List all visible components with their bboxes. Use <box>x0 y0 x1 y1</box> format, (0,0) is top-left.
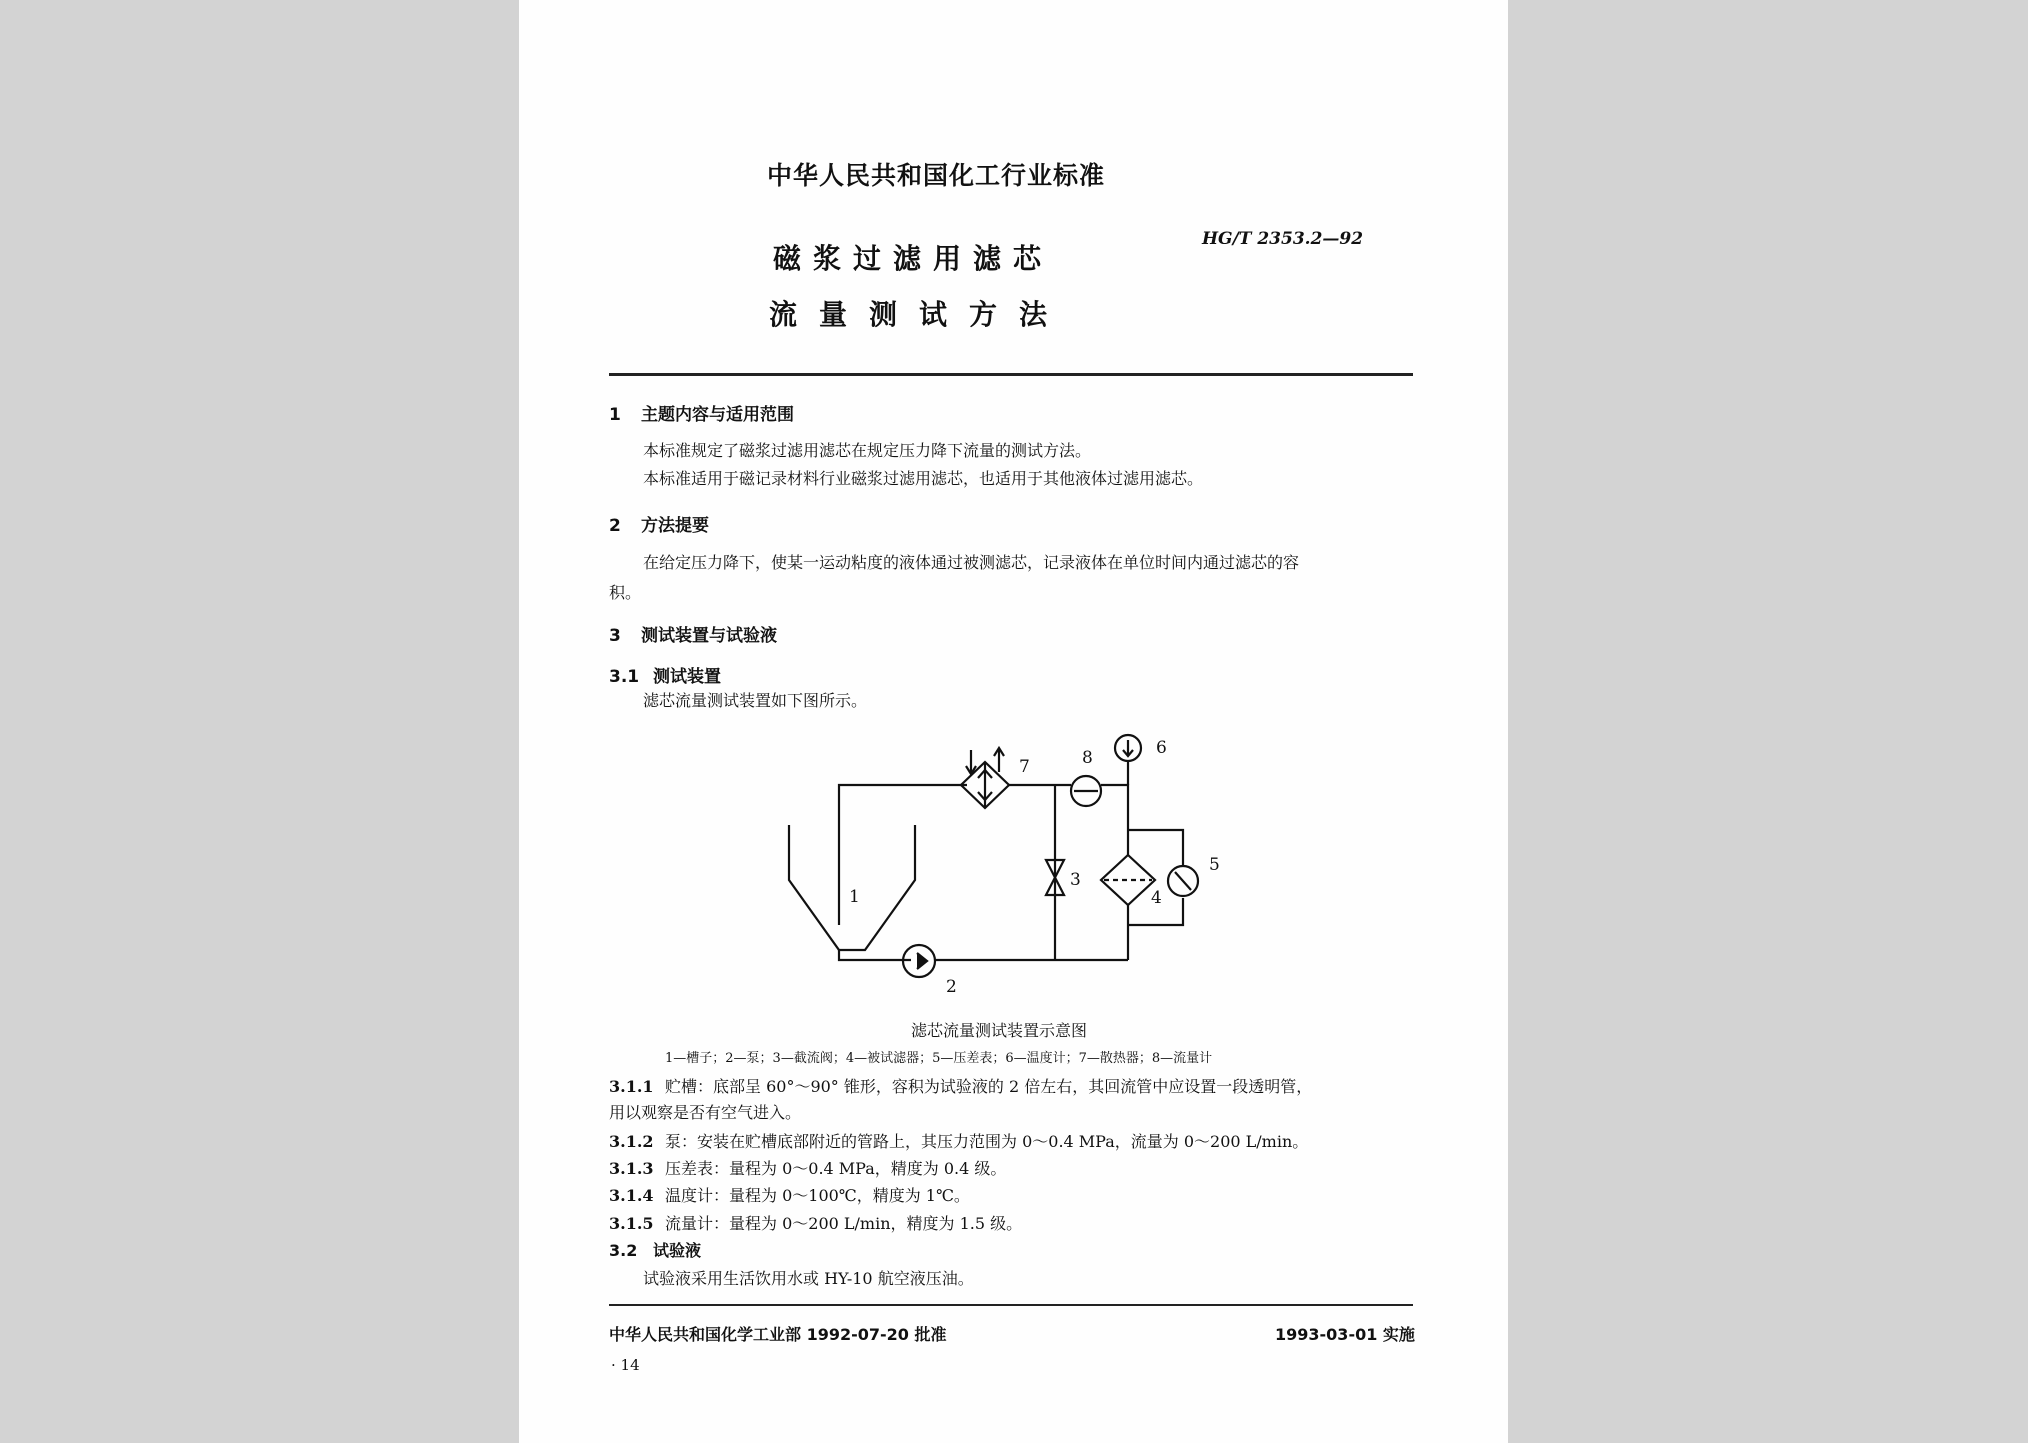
section-number: 2 <box>609 516 621 536</box>
figure-caption: 滤芯流量测试装置示意图 <box>911 1021 1088 1040</box>
section-3-2-heading <box>609 1238 701 1261</box>
diagram-label: 2 <box>946 977 957 997</box>
diagram-label: 3 <box>1070 870 1081 890</box>
item-3-1-4 <box>609 1183 970 1206</box>
section-number: 3 <box>609 626 621 646</box>
header-rule <box>609 373 1413 376</box>
item-text: 温度计：量程为 0～100℃，精度为 1℃。 <box>665 1186 970 1205</box>
filter-under-test-symbol <box>1101 855 1155 905</box>
item-number: 3.1.5 <box>609 1214 654 1233</box>
item-text: 压差表：量程为 0～0.4 MPa，精度为 0.4 级。 <box>665 1159 1007 1178</box>
paragraph: 本标准适用于磁记录材料行业磁浆过滤用滤芯，也适用于其他液体过滤用滤芯。 <box>643 469 1204 488</box>
test-apparatus-diagram <box>519 720 1508 1020</box>
diagram-label: 1 <box>849 887 860 907</box>
diagram-label: 8 <box>1082 748 1093 768</box>
section-3-heading <box>609 621 777 646</box>
document-title-line2: 流量测试方法 <box>769 298 1070 331</box>
standard-code: HG/T 2353.2—92 <box>1202 229 1364 249</box>
paragraph: 滤芯流量测试装置如下图所示。 <box>643 691 868 710</box>
paragraph: 积。 <box>609 583 642 602</box>
item-3-1-1 <box>609 1074 1312 1097</box>
paragraph: 在给定压力降下，使某一运动粘度的液体通过被测滤芯，记录液体在单位时间内通过滤芯的容 <box>643 553 1300 572</box>
section-2-heading <box>609 511 709 536</box>
item-number: 3.1.4 <box>609 1186 654 1205</box>
item-3-1-5 <box>609 1211 1022 1234</box>
section-1-heading <box>609 400 794 425</box>
section-title: 测试装置与试验液 <box>641 626 777 646</box>
section-title: 测试装置 <box>653 667 721 687</box>
diagram-label: 4 <box>1151 888 1162 908</box>
item-3-1-3 <box>609 1156 1006 1179</box>
section-title: 主题内容与适用范围 <box>641 405 794 425</box>
section-title: 试验液 <box>653 1241 702 1260</box>
item-number: 3.1.1 <box>609 1077 654 1096</box>
approval-note: 中华人民共和国化学工业部 1992-07-20 批准 <box>609 1325 947 1344</box>
item-text: 流量计：量程为 0～200 L/min，精度为 1.5 级。 <box>665 1214 1023 1233</box>
effective-date: 1993-03-01 实施 <box>1275 1325 1415 1344</box>
document-page <box>519 0 1508 1443</box>
item-number: 3.1.3 <box>609 1159 654 1178</box>
item-text: 贮槽：底部呈 60°～90° 锥形，容积为试验液的 2 倍左右，其回流管中应设置一段透明管， <box>665 1077 1313 1096</box>
footer-rule <box>609 1304 1413 1306</box>
paragraph: 本标准规定了磁浆过滤用滤芯在规定压力降下流量的测试方法。 <box>643 441 1092 460</box>
item-continuation: 用以观察是否有空气进入。 <box>609 1103 802 1122</box>
figure-legend: 1—槽子；2—泵；3—截流阀；4—被试滤器；5—压差表；6—温度计；7—散热器；8—流量计 <box>665 1051 1213 1066</box>
diagram-label: 5 <box>1209 855 1220 875</box>
section-3-1-heading <box>609 662 721 687</box>
item-text: 泵：安装在贮槽底部附近的管路上，其压力范围为 0～0.4 MPa，流量为 0～200 L/min。 <box>665 1132 1309 1151</box>
document-title-line1: 磁浆过滤用滤芯 <box>773 242 1054 275</box>
section-number: 3.2 <box>609 1241 638 1260</box>
page-number: · 14 <box>611 1356 640 1374</box>
item-3-1-2 <box>609 1129 1308 1152</box>
diagram-label: 7 <box>1019 757 1030 777</box>
section-number: 3.1 <box>609 667 640 687</box>
paragraph: 试验液采用生活饮用水或 HY-10 航空液压油。 <box>643 1269 974 1288</box>
item-number: 3.1.2 <box>609 1132 654 1151</box>
section-title: 方法提要 <box>641 516 709 536</box>
standard-organization: 中华人民共和国化工行业标准 <box>767 161 1106 190</box>
diagram-label: 6 <box>1156 738 1167 758</box>
section-number: 1 <box>609 405 621 425</box>
